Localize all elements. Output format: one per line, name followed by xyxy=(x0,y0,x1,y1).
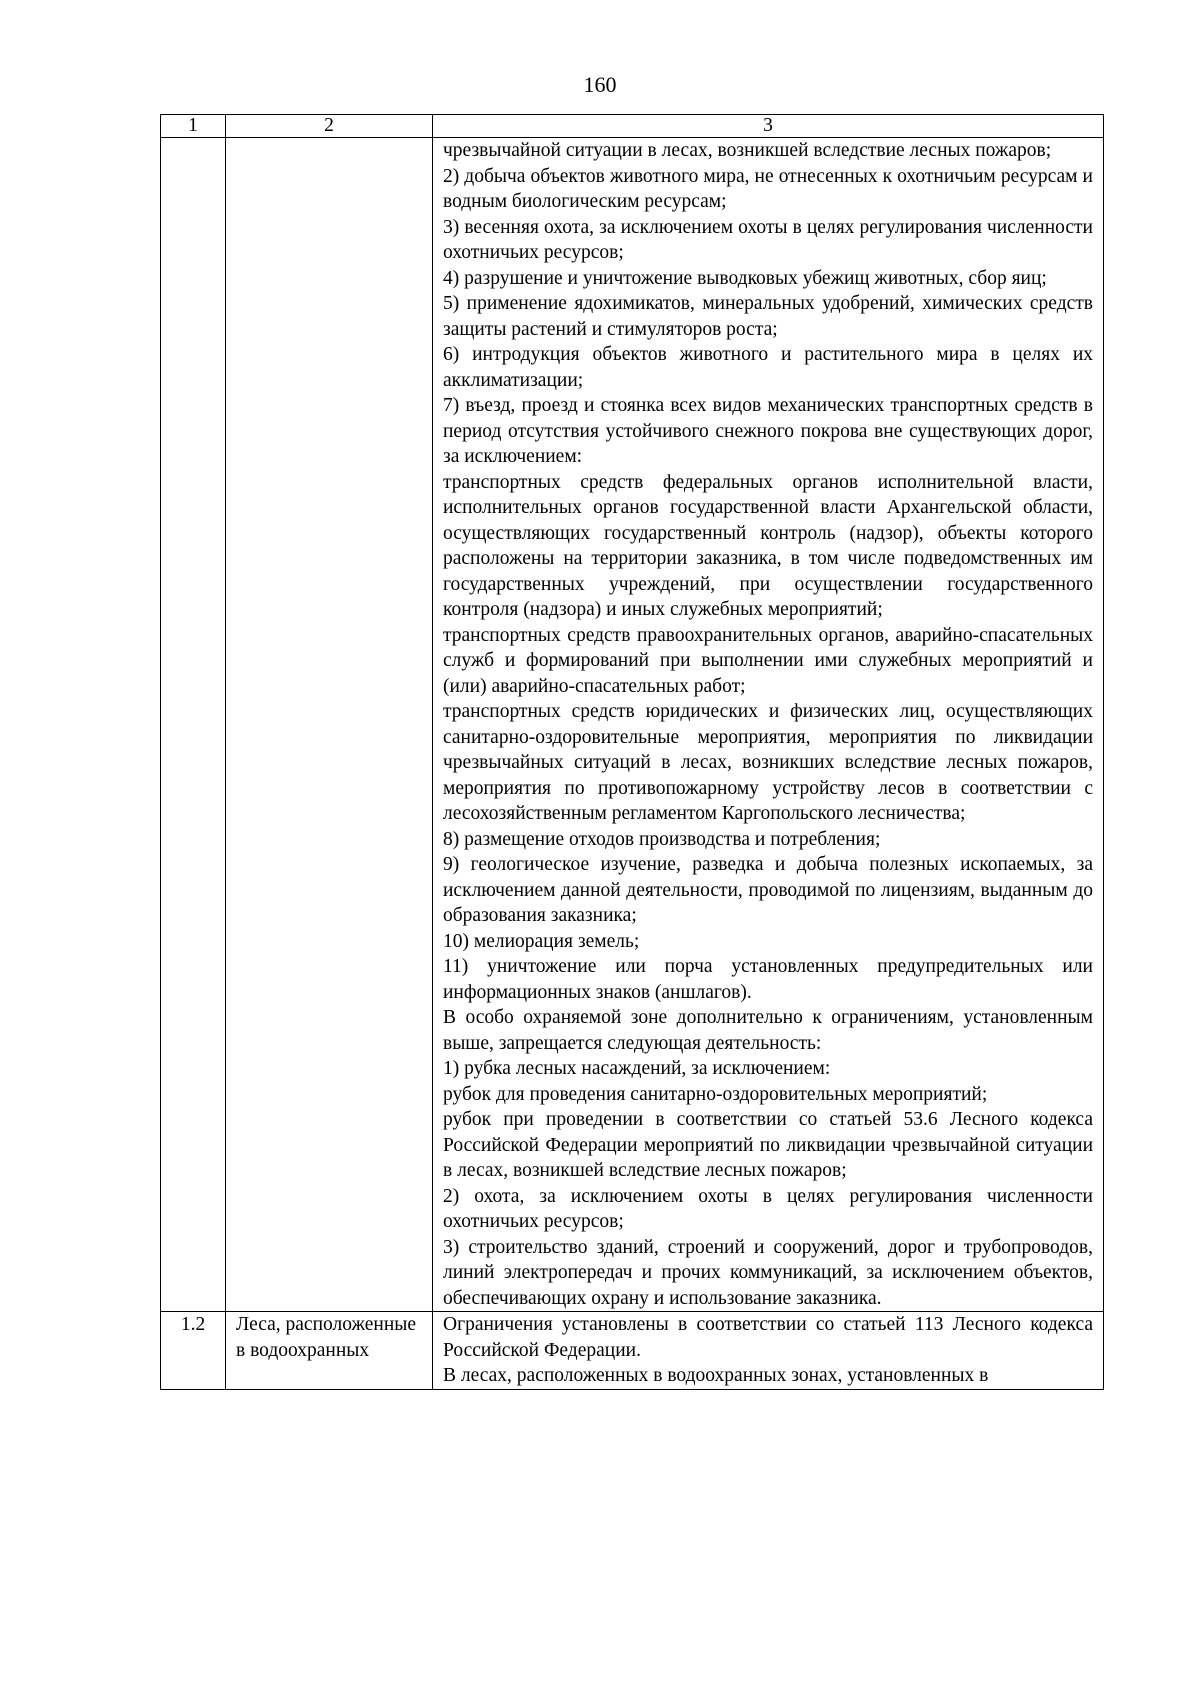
paragraph: 2) охота, за исключением охоты в целях регулирования численности охотничьих ресурсов; xyxy=(443,1185,1093,1232)
paragraph: 6) интродукция объектов животного и растительного мира в целях их акклиматизации; xyxy=(443,344,1093,391)
table-row xyxy=(161,1312,1104,1390)
column-header-2: 2 xyxy=(226,115,433,138)
paragraph: В лесах, расположенных в водоохранных зонах, установленных в xyxy=(443,1365,989,1386)
paragraph: 2) добыча объектов животного мира, не отнесенных к охотничьим ресурсам и водным биологическим ресурсам; xyxy=(443,165,1093,212)
row-number xyxy=(161,138,226,1312)
paragraph: 3) весенняя охота, за исключением охоты в целях регулирования численности охотничьих ресурсов; xyxy=(443,216,1093,263)
paragraph: транспортных средств юридических и физических лиц, осуществляющих санитарно-оздоровительные мероприятия, мероприятия по ликвидации чрезвычайных ситуаций в лесах, возникших вследствие лесных пожаров, мероприятия по противопожарному устройству лесов в соответствии с лесохозяйственным регламентом Каргопольского лесничества; xyxy=(443,701,1093,824)
paragraph: 11) уничтожение или порча установленных предупредительных или информационных знаков (аншлагов). xyxy=(443,956,1093,1003)
paragraph: рубок для проведения санитарно-оздоровительных мероприятий; xyxy=(443,1083,988,1105)
table-row xyxy=(161,138,1104,1312)
paragraph: В особо охраняемой зоне дополнительно к ограничениям, установленным выше, запрещается следующая деятельность: xyxy=(443,1007,1093,1054)
paragraph: 10) мелиорация земель; xyxy=(443,930,640,952)
paragraph: 3) строительство зданий, строений и сооружений, дорог и трубопроводов, линий электропередач и прочих коммуникаций, за исключением объектов, обеспечивающих охрану и использование заказника. xyxy=(443,1236,1093,1309)
row-name xyxy=(226,1312,433,1390)
row-description xyxy=(433,1312,1104,1390)
row-name xyxy=(226,138,433,1312)
paragraph: 1) рубка лесных насаждений, за исключением: xyxy=(443,1058,831,1079)
column-header-1: 1 xyxy=(161,115,226,138)
table-header-row xyxy=(161,115,1104,138)
paragraph: Ограничения установлены в соответствии со статьей 113 Лесного кодекса Российской Федерации. xyxy=(443,1314,1093,1361)
paragraph: рубок при проведении в соответствии со статьей 53.6 Лесного кодекса Российской Федерации мероприятий по ликвидации чрезвычайной ситуации в лесах, возникшей вследствие лесных пожаров; xyxy=(443,1109,1093,1181)
column-header-3: 3 xyxy=(433,115,1104,138)
restrictions-table xyxy=(160,114,1104,1390)
page-number: 160 xyxy=(583,72,617,97)
paragraph: 9) геологическое изучение, разведка и добыча полезных ископаемых, за исключением данной деятельности, проводимой по лицензиям, выданным до образования заказника; xyxy=(443,854,1093,926)
row-name-text: Леса, расположенные в водоохранных xyxy=(236,1314,417,1361)
paragraph: транспортных средств правоохранительных органов, аварийно-спасательных служб и формирований при выполнении ими служебных мероприятий и (или) аварийно-спасательных работ; xyxy=(443,624,1093,697)
paragraph: транспортных средств федеральных органов исполнительной власти, исполнительных органов государственной власти Архангельской области, осуществляющих государственный контроль (надзор), объекты которого расположены на территории заказника, в том числе подведомственных им государственных учреждений, при осуществлении государственного контроля (надзора) и иных служебных мероприятий; xyxy=(443,471,1093,620)
paragraph: чрезвычайной ситуации в лесах, возникшей вследствие лесных пожаров; xyxy=(443,140,1052,161)
paragraph: 4) разрушение и уничтожение выводковых убежищ животных, сбор яиц; xyxy=(443,267,1047,289)
row-description xyxy=(433,138,1104,1312)
row-number: 1.2 xyxy=(161,1312,226,1390)
paragraph: 8) размещение отходов производства и потребления; xyxy=(443,828,881,850)
paragraph: 7) въезд, проезд и стоянка всех видов механических транспортных средств в период отсутствия устойчивого снежного покрова вне существующих дорог, за исключением: xyxy=(443,395,1093,467)
paragraph: 5) применение ядохимикатов, минеральных удобрений, химических средств защиты растений и стимуляторов роста; xyxy=(443,293,1093,340)
